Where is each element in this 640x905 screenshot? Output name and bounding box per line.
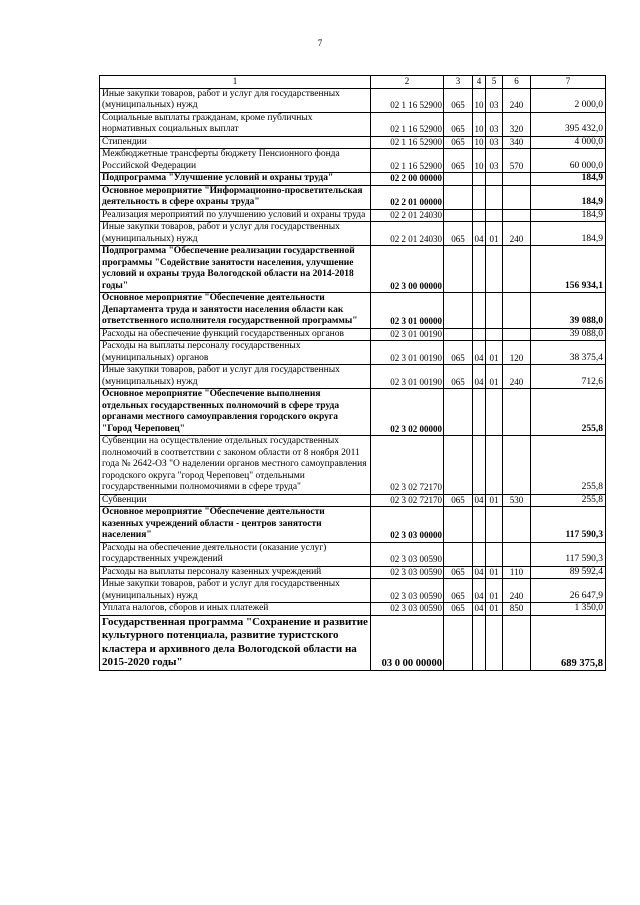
row-col4: 04 (473, 222, 486, 246)
row-col5: 01 (486, 566, 503, 579)
table-row (100, 365, 606, 389)
row-name: Подпрограмма "Обеспечение реализации государственной программы "Содействие занятости населения, улучшение условий и охраны труда Вологодской области на 2014-2018 годы" (100, 246, 371, 293)
row-col6 (503, 209, 531, 222)
row-code: 03 0 00 00000 (371, 615, 444, 670)
row-col3: 065 (444, 603, 473, 616)
row-amount: 689 375,8 (531, 615, 606, 670)
table-row (100, 507, 606, 543)
row-col6: 320 (503, 112, 531, 136)
row-col5: 01 (486, 494, 503, 507)
row-col5 (486, 293, 503, 329)
row-code: 02 3 03 00590 (371, 566, 444, 579)
row-col4 (473, 389, 486, 436)
row-col5: 01 (486, 365, 503, 389)
row-col5: 01 (486, 603, 503, 616)
row-col3: 065 (444, 365, 473, 389)
row-amount: 184,9 (531, 209, 606, 222)
row-name: Основное мероприятие "Информационно-просветительская деятельность в сфере охраны труда" (100, 185, 371, 209)
row-col6: 570 (503, 149, 531, 173)
row-col3 (444, 293, 473, 329)
row-col6: 240 (503, 579, 531, 603)
row-col4: 04 (474, 494, 484, 505)
row-col4 (473, 185, 486, 209)
row-col4 (473, 246, 486, 293)
row-col6 (503, 615, 531, 670)
row-name: Иные закупки товаров, работ и услуг для государственных (муниципальных) нужд (100, 579, 371, 603)
row-col4: 10 (473, 149, 486, 173)
row-col3 (444, 436, 473, 495)
row-col6 (503, 185, 531, 209)
row-code: 02 3 01 00190 (371, 328, 444, 341)
row-code: 02 3 01 00190 (371, 341, 444, 365)
column-header: 3 (444, 76, 473, 89)
row-col6 (503, 542, 531, 566)
row-col3 (444, 173, 473, 186)
table-row (100, 436, 606, 495)
row-col3: 065 (444, 579, 473, 603)
row-code: 02 3 03 00000 (371, 507, 444, 543)
row-name: Субвенции (100, 494, 371, 507)
row-amount: 395 432,0 (531, 112, 606, 136)
row-col6 (503, 507, 531, 543)
table-row (100, 173, 606, 186)
row-code: 02 3 03 00590 (371, 603, 444, 616)
row-code: 02 3 02 72170 (371, 436, 444, 495)
row-name: Основное мероприятие "Обеспечение деятельности казенных учреждений области - центров занятости населения" (100, 507, 371, 543)
row-col3: 065 (444, 149, 473, 173)
row-col4: 04 (474, 566, 484, 577)
row-code: 02 3 00 00000 (371, 246, 444, 293)
table-row (100, 149, 606, 173)
row-col5 (486, 389, 503, 436)
column-header: 2 (371, 76, 444, 89)
row-col6 (503, 173, 531, 186)
row-amount: 117 590,3 (531, 542, 606, 566)
budget-table (99, 75, 606, 671)
row-col5 (486, 185, 503, 209)
row-name: Основное мероприятие "Обеспечение деятельности Департамента труда и занятости населения области как ответственного исполнителя государственной программы" (100, 293, 371, 329)
row-col5 (486, 436, 503, 495)
row-col4 (473, 507, 486, 543)
row-amount: 184,9 (531, 185, 606, 209)
row-col3: 065 (444, 341, 473, 365)
row-name: Расходы на выплаты персоналу государственных (муниципальных) органов (100, 341, 371, 365)
row-col3: 065 (444, 222, 473, 246)
row-col3 (444, 209, 473, 222)
table-header-row (100, 76, 606, 89)
row-code: 02 1 16 52900 (371, 136, 444, 149)
row-col5: 03 (486, 88, 503, 112)
row-col6 (503, 436, 531, 495)
table-row (100, 389, 606, 436)
row-name: Стипендии (100, 136, 371, 149)
row-col5 (486, 209, 503, 222)
row-col4 (473, 615, 486, 670)
row-amount: 184,9 (531, 222, 606, 246)
row-name: Основное мероприятие "Обеспечение выполнения отдельных государственных полномочий в сфере труда органами местного самоуправления городского округа "Город Череповец" (100, 389, 371, 436)
row-col6: 110 (503, 566, 531, 579)
table-row (100, 615, 606, 670)
row-col4 (473, 542, 486, 566)
row-name: Расходы на обеспечение функций государственных органов (100, 328, 371, 341)
row-amount: 156 934,1 (531, 246, 606, 293)
table-row (100, 494, 606, 507)
row-col4: 04 (473, 579, 486, 603)
row-col4 (473, 293, 486, 329)
row-amount: 60 000,0 (531, 149, 606, 173)
row-col5: 03 (486, 112, 503, 136)
row-amount: 39 088,0 (531, 293, 606, 329)
row-col3: 065 (444, 88, 473, 112)
row-name: Иные закупки товаров, работ и услуг для государственных (муниципальных) нужд (100, 365, 371, 389)
row-name: Иные закупки товаров, работ и услуг для государственных (муниципальных) нужд (100, 222, 371, 246)
row-col6: 240 (503, 365, 531, 389)
table-row (100, 579, 606, 603)
row-col4 (473, 436, 486, 495)
column-header: 4 (473, 76, 486, 89)
row-col3 (444, 507, 473, 543)
row-amount: 39 088,0 (531, 328, 606, 341)
row-name: Иные закупки товаров, работ и услуг для государственных (муниципальных) нужд (100, 88, 371, 112)
row-col6 (503, 246, 531, 293)
table-row (100, 542, 606, 566)
column-header: 5 (486, 76, 503, 89)
table-row (100, 328, 606, 341)
row-col4: 10 (474, 136, 484, 147)
table-row (100, 209, 606, 222)
row-code: 02 2 00 00000 (371, 173, 444, 186)
row-code: 02 3 01 00000 (371, 293, 444, 329)
row-code: 02 2 01 24030 (371, 222, 444, 246)
table-row (100, 293, 606, 329)
row-amount: 184,9 (531, 173, 606, 186)
row-amount: 255,8 (531, 389, 606, 436)
row-code: 02 1 16 52900 (371, 88, 444, 112)
row-amount: 712,6 (531, 365, 606, 389)
page-number: 7 (317, 38, 323, 48)
table-row (100, 603, 606, 616)
row-amount: 1 350,0 (531, 603, 606, 616)
row-col4: 10 (473, 88, 486, 112)
row-col6: 530 (503, 494, 531, 507)
row-col5: 01 (486, 341, 503, 365)
table-row (100, 222, 606, 246)
row-col5: 01 (486, 579, 503, 603)
row-name: Межбюджетные трансферты бюджету Пенсионного фонда Российской Федерации (100, 149, 371, 173)
row-name: Субвенции на осуществление отдельных государственных полномочий в соответствии с законом области от 8 ноября 2011 года № 2642-ОЗ "О наделении органов местного самоуправления городского округа "город Череповец" отдельными государственными полномочиями в сфере труда" (100, 436, 371, 495)
row-code: 02 3 03 00590 (371, 579, 444, 603)
row-col3: 065 (444, 112, 473, 136)
row-col3 (444, 389, 473, 436)
row-col5 (486, 507, 503, 543)
row-col4: 04 (473, 341, 486, 365)
table-row (100, 341, 606, 365)
row-code: 02 1 16 52900 (371, 112, 444, 136)
row-col5 (486, 173, 503, 186)
row-name: Реализация мероприятий по улучшению условий и охраны труда (100, 209, 371, 222)
row-code: 02 2 01 24030 (371, 209, 444, 222)
row-col6: 850 (503, 603, 531, 616)
column-header: 1 (100, 76, 371, 89)
row-col4 (473, 173, 486, 186)
row-code: 02 3 02 00000 (371, 389, 444, 436)
row-amount: 38 375,4 (531, 341, 606, 365)
row-col4: 04 (474, 603, 484, 613)
row-col6: 120 (503, 341, 531, 365)
column-header: 7 (531, 76, 606, 89)
row-col5 (486, 615, 503, 670)
row-col3 (444, 615, 473, 670)
row-col3 (444, 328, 473, 341)
row-col3: 065 (444, 494, 473, 507)
row-col6 (503, 389, 531, 436)
row-code: 02 3 01 00190 (371, 365, 444, 389)
row-code: 02 1 16 52900 (371, 149, 444, 173)
table-row (100, 136, 606, 149)
row-name: Расходы на выплаты персоналу казенных учреждений (100, 566, 371, 579)
row-amount: 255,8 (531, 494, 606, 507)
row-col4 (473, 209, 486, 222)
table-row (100, 246, 606, 293)
row-name: Подпрограмма "Улучшение условий и охраны труда" (100, 173, 371, 186)
row-code: 02 3 02 72170 (371, 494, 444, 507)
row-col3 (444, 246, 473, 293)
row-col5 (486, 542, 503, 566)
row-amount: 255,8 (531, 436, 606, 495)
table-row (100, 112, 606, 136)
row-col4: 04 (473, 365, 486, 389)
table-row (100, 185, 606, 209)
row-amount: 26 647,9 (531, 579, 606, 603)
row-amount: 89 592,4 (531, 566, 606, 579)
row-col3: 065 (444, 136, 473, 149)
row-col6 (503, 293, 531, 329)
row-col4: 10 (473, 112, 486, 136)
row-col5: 03 (486, 149, 503, 173)
row-col3 (444, 542, 473, 566)
row-col6: 240 (503, 222, 531, 246)
row-amount: 2 000,0 (531, 88, 606, 112)
row-amount: 117 590,3 (531, 507, 606, 543)
row-col5 (486, 246, 503, 293)
row-amount: 4 000,0 (531, 136, 606, 149)
row-col6 (503, 328, 531, 341)
row-name: Расходы на обеспечение деятельности (оказание услуг) государственных учреждений (100, 542, 371, 566)
row-name: Уплата налогов, сборов и иных платежей (100, 603, 371, 616)
row-col5: 03 (486, 136, 503, 149)
row-col6: 240 (503, 88, 531, 112)
row-col5: 01 (486, 222, 503, 246)
row-code: 02 2 01 00000 (371, 185, 444, 209)
row-name: Государственная программа "Сохранение и развитие культурного потенциала, развитие туристского кластера и архивного дела Вологодской области на 2015-2020 годы" (100, 615, 371, 670)
row-col6: 340 (503, 136, 531, 149)
row-col3 (444, 185, 473, 209)
table-row (100, 566, 606, 579)
row-name: Социальные выплаты гражданам, кроме публичных нормативных социальных выплат (100, 112, 371, 136)
row-code: 02 3 03 00590 (371, 542, 444, 566)
row-col5 (486, 328, 503, 341)
table-row (100, 88, 606, 112)
column-header: 6 (503, 76, 531, 89)
row-col4 (473, 328, 486, 341)
row-col3: 065 (444, 566, 473, 579)
